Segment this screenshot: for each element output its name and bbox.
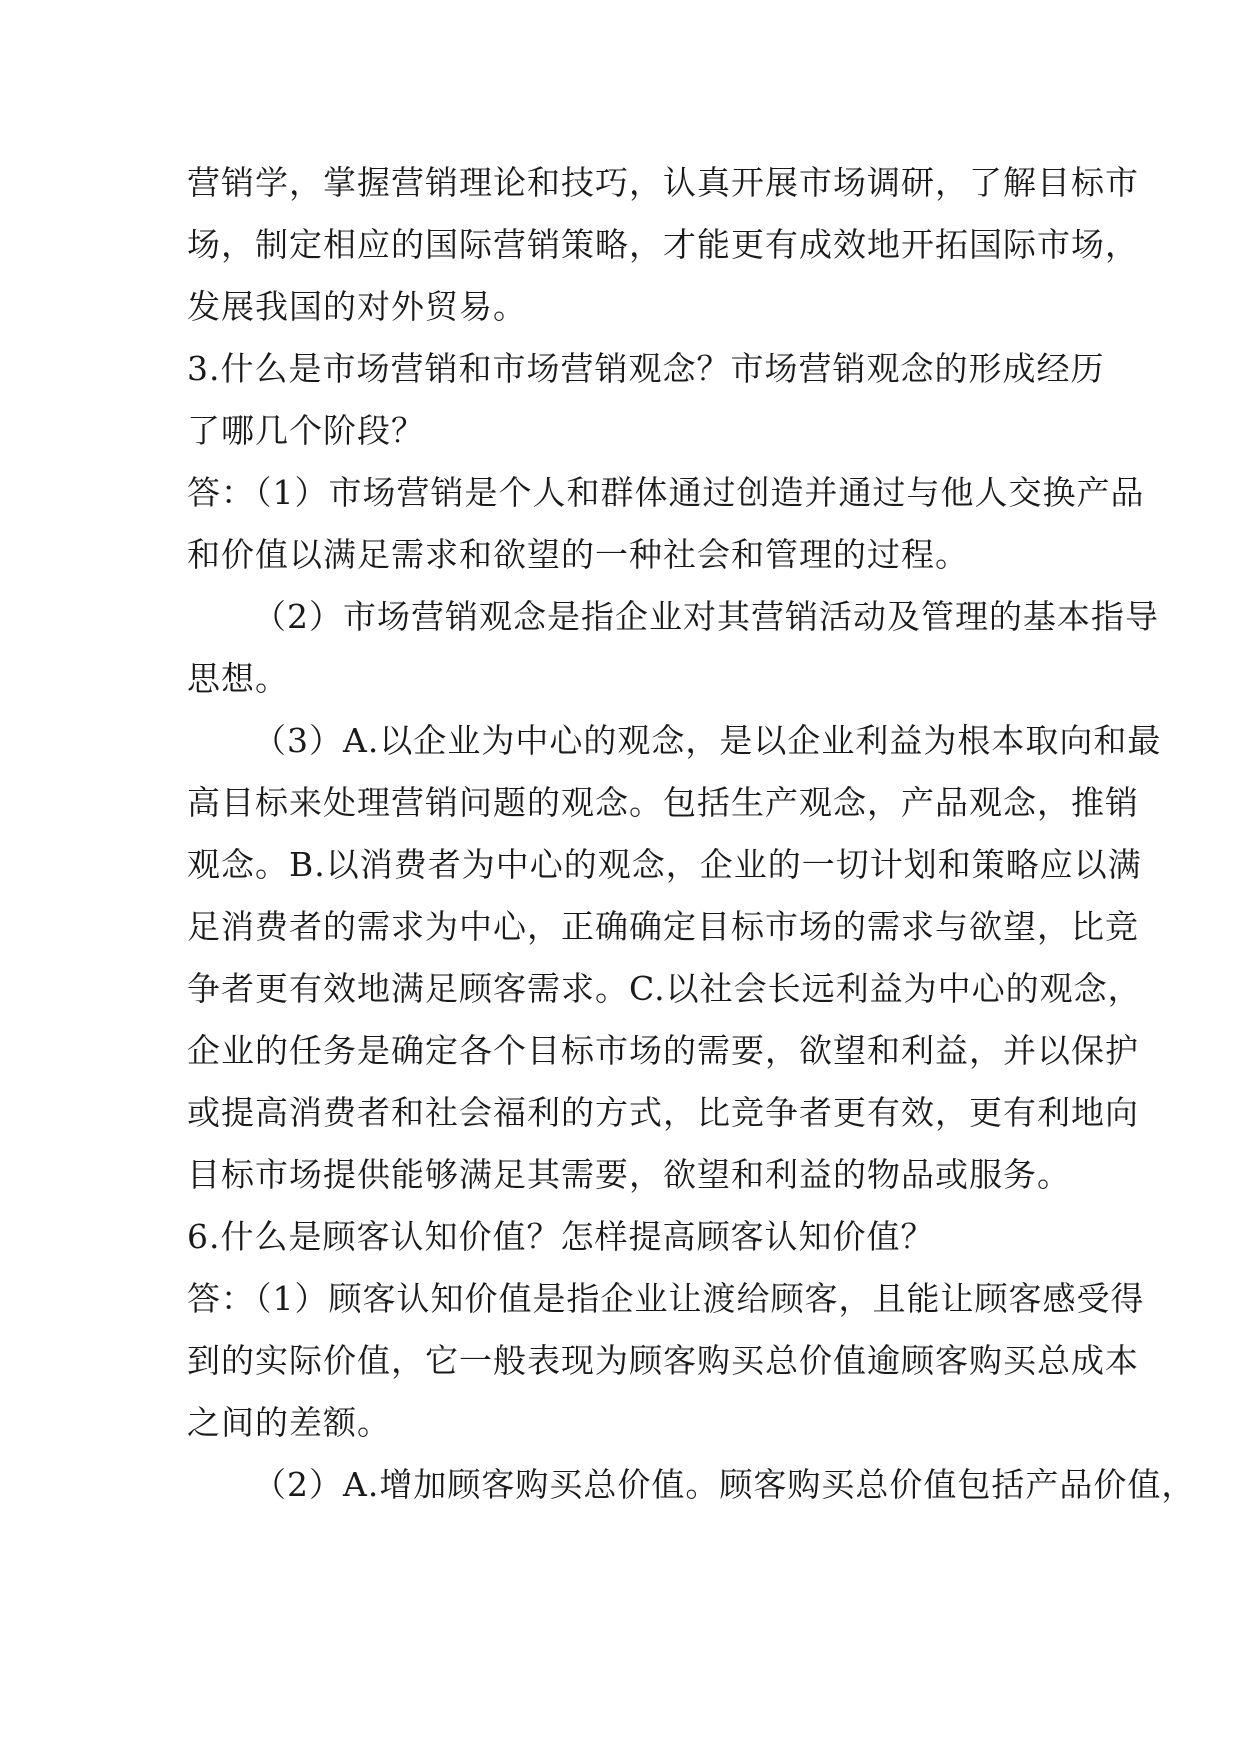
answer-line: 到的实际价值，它一般表现为顾客购买总价值逾顾客购买总成本 xyxy=(187,1341,1139,1380)
answer-line: 答：（1）市场营销是个人和群体通过创造并通过与他人交换产品 xyxy=(187,473,1145,512)
answer-line: 思想。 xyxy=(187,659,289,698)
question-heading: 了哪几个阶段？ xyxy=(187,411,425,450)
question-heading: 3.什么是市场营销和市场营销观念？市场营销观念的形成经历 xyxy=(187,349,1105,388)
answer-line: 答：（1）顾客认知价值是指企业让渡给顾客，且能让顾客感受得 xyxy=(187,1279,1145,1318)
answer-line: 观念。B.以消费者为中心的观念，企业的一切计划和策略应以满 xyxy=(187,845,1142,884)
answer-line: 或提高消费者和社会福利的方式，比竞争者更有效，更有利地向 xyxy=(187,1093,1139,1132)
answer-line: （3）A.以企业为中心的观念，是以企业利益为根本取向和最 xyxy=(253,721,1162,760)
answer-line: 和价值以满足需求和欲望的一种社会和管理的过程。 xyxy=(187,535,969,574)
text-line: 发展我国的对外贸易。 xyxy=(187,287,527,326)
answer-line: 之间的差额。 xyxy=(187,1403,391,1442)
answer-line: （2）A.增加顾客购买总价值。顾客购买总价值包括产品价值， xyxy=(253,1465,1196,1504)
question-heading: 6.什么是顾客认知价值？怎样提高顾客认知价值？ xyxy=(187,1217,935,1256)
answer-line: 高目标来处理营销问题的观念。包括生产观念，产品观念，推销 xyxy=(187,783,1139,822)
answer-line: 目标市场提供能够满足其需要，欲望和利益的物品或服务。 xyxy=(187,1155,1071,1194)
answer-line: （2）市场营销观念是指企业对其营销活动及管理的基本指导 xyxy=(253,597,1159,636)
text-line: 场，制定相应的国际营销策略，才能更有成效地开拓国际市场， xyxy=(187,225,1139,264)
answer-line: 争者更有效地满足顾客需求。C.以社会长远利益为中心的观念， xyxy=(187,969,1142,1008)
answer-line: 企业的任务是确定各个目标市场的需要，欲望和利益，并以保护 xyxy=(187,1031,1139,1070)
answer-line: 足消费者的需求为中心，正确确定目标市场的需求与欲望，比竞 xyxy=(187,907,1139,946)
document-page xyxy=(187,152,1196,1516)
text-line: 营销学，掌握营销理论和技巧，认真开展市场调研，了解目标市 xyxy=(187,163,1139,202)
